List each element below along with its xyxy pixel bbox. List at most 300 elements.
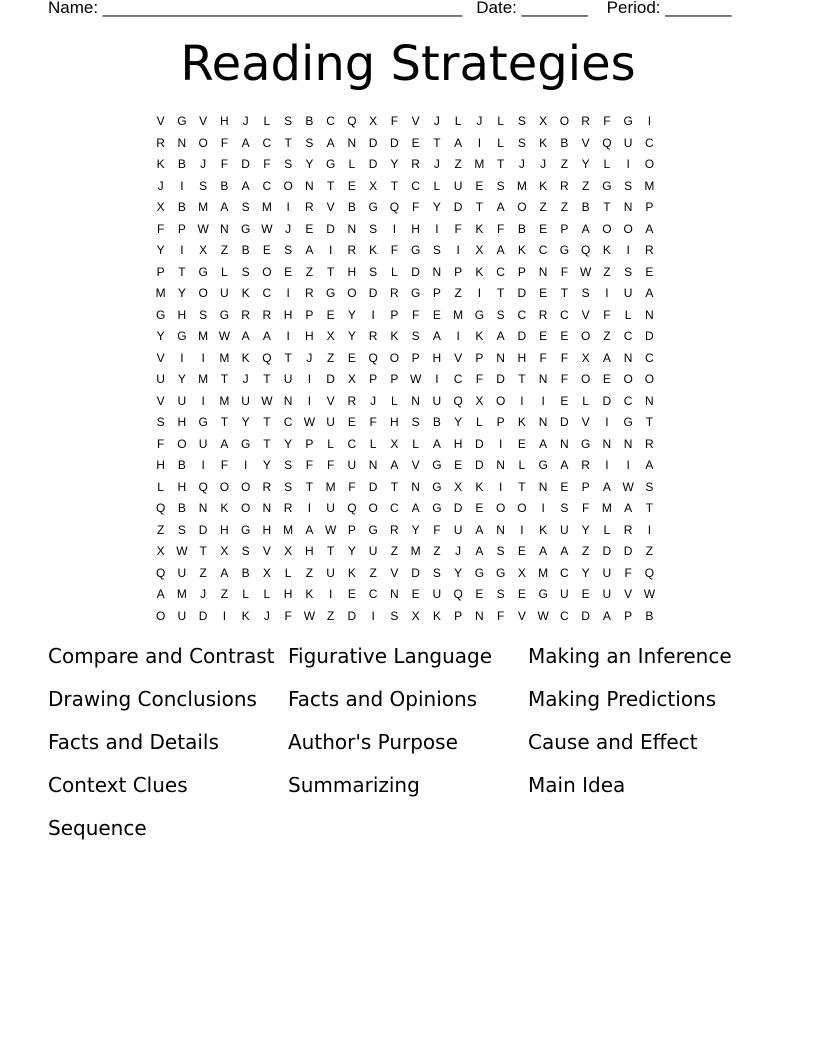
grid-row xyxy=(150,197,660,219)
grid-letter: A xyxy=(454,135,463,150)
grid-letter: V xyxy=(624,587,633,601)
grid-letter: K xyxy=(602,243,611,257)
grid-letter: I xyxy=(307,501,312,515)
grid-letter: N xyxy=(432,264,442,279)
grid-letter: E xyxy=(262,243,271,257)
grid-letter: G xyxy=(474,307,485,322)
grid-letter: F xyxy=(603,114,611,128)
grid-letter: P xyxy=(645,200,654,214)
grid-letter: Z xyxy=(433,544,441,558)
grid-letter: I xyxy=(520,522,524,537)
grid-letter: K xyxy=(517,415,526,429)
grid-letter: Q xyxy=(368,350,378,365)
grid-letter: I xyxy=(180,178,184,193)
grid-letter: Q xyxy=(155,565,166,580)
grid-letter: F xyxy=(326,458,335,472)
grid-letter: W xyxy=(324,522,337,537)
grid-letter: S xyxy=(624,178,633,193)
grid-row xyxy=(150,541,660,563)
grid-letter: L xyxy=(391,393,398,408)
grid-row xyxy=(150,563,660,585)
grid-letter: D xyxy=(347,608,357,623)
grid-row xyxy=(150,455,660,477)
grid-letter: A xyxy=(241,178,250,193)
grid-letter: K xyxy=(347,565,356,580)
grid-letter: E xyxy=(454,458,463,472)
grid-letter: H xyxy=(305,329,314,343)
grid-letter: S xyxy=(199,307,208,322)
grid-letter: G xyxy=(368,200,378,214)
grid-letter: J xyxy=(242,114,249,128)
grid-letter: K xyxy=(241,350,250,365)
grid-letter: K xyxy=(475,221,484,236)
grid-letter: A xyxy=(602,479,611,494)
grid-letter: S xyxy=(156,415,165,429)
grid-letter: O xyxy=(155,608,166,623)
grid-letter: T xyxy=(496,157,505,171)
grid-letter: S xyxy=(241,200,250,214)
grid-letter: T xyxy=(390,479,399,494)
word-list xyxy=(48,640,768,855)
grid-letter: I xyxy=(456,329,460,343)
grid-letter: U xyxy=(623,286,633,300)
grid-letter: F xyxy=(560,372,569,386)
grid-letter: N xyxy=(390,587,399,601)
grid-letter: O xyxy=(644,372,655,386)
grid-letter: L xyxy=(412,436,419,451)
grid-letter: I xyxy=(626,458,630,472)
grid-letter: H xyxy=(517,350,527,365)
grid-letter: H xyxy=(432,350,442,365)
word-list-item: Drawing Conclusions xyxy=(48,687,257,711)
grid-row xyxy=(150,111,660,133)
grid-letter: F xyxy=(411,307,420,322)
grid-letter: X xyxy=(411,608,420,623)
grid-letter: T xyxy=(560,286,569,300)
grid-letter: D xyxy=(198,522,208,537)
grid-letter: D xyxy=(475,436,484,451)
grid-letter: R xyxy=(581,458,590,472)
grid-letter: S xyxy=(496,307,505,322)
grid-letter: V xyxy=(411,458,420,472)
grid-row xyxy=(150,305,660,327)
grid-letter: M xyxy=(474,157,485,171)
grid-letter: O xyxy=(495,393,506,408)
grid-letter: Z xyxy=(305,565,314,580)
grid-letter: B xyxy=(347,200,356,214)
grid-letter: Z xyxy=(603,264,611,279)
grid-letter: F xyxy=(369,415,377,429)
grid-letter: G xyxy=(538,458,548,472)
grid-letter: Z xyxy=(581,178,590,193)
grid-letter: I xyxy=(477,135,482,150)
grid-letter: I xyxy=(605,458,609,472)
grid-letter: T xyxy=(284,350,292,365)
grid-letter: F xyxy=(624,565,632,580)
grid-letter: K xyxy=(241,286,250,300)
grid-letter: B xyxy=(560,135,569,150)
grid-letter: T xyxy=(518,479,526,494)
grid-letter: O xyxy=(517,501,527,515)
grid-letter: V xyxy=(454,350,463,365)
grid-letter: M xyxy=(261,200,272,214)
grid-letter: F xyxy=(560,350,569,365)
grid-letter: P xyxy=(369,372,378,386)
grid-letter: V xyxy=(326,393,335,408)
grid-letter: P xyxy=(390,372,399,386)
grid-letter: K xyxy=(517,243,526,257)
grid-letter: I xyxy=(222,608,227,623)
grid-letter: T xyxy=(284,135,292,150)
grid-letter: S xyxy=(284,243,293,257)
grid-letter: B xyxy=(241,243,250,257)
grid-letter: S xyxy=(432,243,441,257)
grid-letter: P xyxy=(390,307,399,322)
grid-letter: B xyxy=(517,221,526,236)
grid-letter: N xyxy=(368,458,378,472)
grid-letter: Y xyxy=(262,458,271,472)
grid-letter: Q xyxy=(602,135,612,150)
grid-letter: G xyxy=(602,178,612,193)
grid-letter: A xyxy=(645,458,654,472)
grid-letter: I xyxy=(328,587,333,601)
grid-letter: G xyxy=(198,415,208,429)
grid-letter: G xyxy=(240,522,251,537)
grid-letter: A xyxy=(220,565,229,580)
grid-letter: Y xyxy=(305,157,314,171)
grid-letter: K xyxy=(156,157,165,171)
grid-letter: Q xyxy=(198,479,208,494)
grid-letter: W xyxy=(197,221,209,236)
grid-letter: A xyxy=(539,544,548,558)
grid-letter: A xyxy=(390,458,399,472)
grid-letter: O xyxy=(389,350,400,365)
grid-letter: V xyxy=(199,114,208,128)
grid-letter: L xyxy=(476,415,483,429)
grid-letter: S xyxy=(496,544,505,558)
grid-letter: A xyxy=(496,200,505,214)
grid-letter: T xyxy=(496,286,505,300)
grid-letter: H xyxy=(411,221,420,236)
grid-letter: P xyxy=(454,264,463,279)
grid-letter: T xyxy=(518,372,526,386)
grid-letter: A xyxy=(475,544,484,558)
grid-row xyxy=(150,219,660,241)
grid-letter: Z xyxy=(220,243,229,257)
grid-letter: E xyxy=(284,264,293,279)
grid-letter: N xyxy=(645,393,654,408)
grid-letter: A xyxy=(496,329,505,343)
grid-letter: U xyxy=(602,565,612,580)
grid-letter: C xyxy=(560,565,569,580)
grid-letter: G xyxy=(474,565,485,580)
grid-letter: E xyxy=(347,415,356,429)
grid-letter: X xyxy=(326,329,335,343)
grid-letter: M xyxy=(644,178,655,193)
grid-letter: A xyxy=(581,221,590,236)
grid-letter: I xyxy=(328,243,333,257)
grid-letter: J xyxy=(518,157,525,171)
grid-letter: A xyxy=(539,436,548,451)
grid-letter: C xyxy=(262,135,272,150)
grid-letter: T xyxy=(390,178,399,193)
grid-letter: X xyxy=(369,178,378,193)
grid-letter: S xyxy=(411,415,420,429)
grid-row xyxy=(150,369,660,391)
grid-letter: R xyxy=(347,393,357,408)
grid-letter: V xyxy=(390,565,399,580)
grid-letter: W xyxy=(261,393,273,408)
grid-letter: F xyxy=(390,243,399,257)
grid-letter: L xyxy=(497,114,504,128)
grid-letter: O xyxy=(602,221,612,236)
grid-letter: V xyxy=(156,393,165,408)
grid-letter: B xyxy=(581,200,590,214)
grid-letter: U xyxy=(432,587,442,601)
grid-letter: B xyxy=(177,157,186,171)
grid-letter: G xyxy=(432,479,442,494)
grid-letter: E xyxy=(539,329,548,343)
grid-letter: F xyxy=(603,307,611,322)
grid-letter: K xyxy=(305,587,314,601)
grid-letter: J xyxy=(157,178,164,193)
grid-letter: T xyxy=(220,372,229,386)
grid-letter: F xyxy=(390,114,399,128)
grid-letter: A xyxy=(645,221,654,236)
grid-row xyxy=(150,584,660,606)
grid-letter: A xyxy=(602,350,611,365)
grid-letter: W xyxy=(537,608,549,623)
grid-letter: H xyxy=(177,479,187,494)
grid-row xyxy=(150,348,660,370)
grid-letter: T xyxy=(326,264,335,279)
grid-letter: C xyxy=(645,350,654,365)
grid-letter: M xyxy=(601,501,612,515)
grid-row xyxy=(150,176,660,198)
grid-letter: F xyxy=(496,221,505,236)
grid-letter: S xyxy=(390,608,399,623)
grid-letter: E xyxy=(560,393,569,408)
grid-letter: H xyxy=(262,522,272,537)
grid-letter: L xyxy=(518,458,526,472)
grid-letter: A xyxy=(241,329,250,343)
grid-letter: O xyxy=(347,286,357,300)
grid-letter: U xyxy=(326,565,335,580)
grid-letter: I xyxy=(286,286,290,300)
grid-letter: Z xyxy=(560,157,569,171)
grid-letter: Y xyxy=(432,200,441,214)
grid-letter: T xyxy=(603,200,611,214)
grid-row xyxy=(150,477,660,499)
grid-letter: A xyxy=(560,458,569,472)
grid-letter: K xyxy=(390,329,399,343)
grid-letter: V xyxy=(156,114,165,128)
grid-letter: M xyxy=(198,200,209,214)
grid-letter: N xyxy=(411,393,420,408)
grid-letter: N xyxy=(220,221,229,236)
grid-letter: M xyxy=(219,393,230,408)
grid-letter: V xyxy=(581,307,590,322)
grid-letter: Q xyxy=(580,243,591,257)
grid-letter: S xyxy=(496,178,505,193)
grid-letter: D xyxy=(411,565,420,580)
word-list-item: Main Idea xyxy=(528,773,626,797)
grid-letter: N xyxy=(305,178,314,193)
grid-letter: D xyxy=(453,200,463,214)
grid-letter: S xyxy=(411,329,420,343)
grid-letter: A xyxy=(624,501,633,515)
grid-letter: E xyxy=(517,436,526,451)
grid-letter: Z xyxy=(326,350,335,365)
grid-letter: Y xyxy=(581,565,590,580)
grid-letter: D xyxy=(453,501,463,515)
grid-letter: Z xyxy=(581,544,590,558)
grid-letter: P xyxy=(581,479,590,494)
grid-letter: X xyxy=(475,393,484,408)
grid-letter: H xyxy=(156,458,165,472)
grid-letter: U xyxy=(560,587,569,601)
grid-letter: J xyxy=(455,544,462,558)
grid-letter: I xyxy=(307,372,312,386)
grid-letter: X xyxy=(454,479,463,494)
grid-letter: E xyxy=(560,479,569,494)
grid-letter: T xyxy=(475,200,484,214)
grid-letter: R xyxy=(623,522,633,537)
grid-letter: Y xyxy=(581,157,590,171)
grid-letter: C xyxy=(347,436,357,451)
grid-letter: P xyxy=(411,350,420,365)
grid-letter: Z xyxy=(539,200,547,214)
grid-letter: G xyxy=(155,307,166,322)
grid-letter: X xyxy=(581,350,590,365)
grid-letter: P xyxy=(156,264,165,279)
grid-letter: L xyxy=(284,565,292,580)
grid-letter: H xyxy=(347,264,357,279)
grid-letter: I xyxy=(307,393,312,408)
grid-letter: Y xyxy=(177,286,186,300)
grid-letter: M xyxy=(453,307,464,322)
grid-letter: U xyxy=(326,415,335,429)
grid-letter: C xyxy=(368,587,378,601)
grid-letter: I xyxy=(243,458,248,472)
grid-letter: E xyxy=(475,587,484,601)
grid-letter: K xyxy=(475,329,484,343)
grid-letter: G xyxy=(177,329,187,343)
word-list-item: Facts and Opinions xyxy=(288,687,478,711)
grid-letter: C xyxy=(411,178,420,193)
grid-letter: G xyxy=(623,415,633,429)
grid-letter: D xyxy=(560,415,569,429)
grid-letter: S xyxy=(624,264,633,279)
grid-letter: C xyxy=(496,264,505,279)
grid-letter: S xyxy=(517,135,526,150)
grid-letter: J xyxy=(306,350,313,365)
grid-letter: E xyxy=(432,307,441,322)
grid-letter: Q xyxy=(453,393,463,408)
grid-letter: C xyxy=(645,135,654,150)
grid-letter: N xyxy=(623,200,633,214)
grid-letter: Q xyxy=(262,350,272,365)
grid-letter: N xyxy=(198,501,208,515)
grid-letter: P xyxy=(347,522,356,537)
grid-letter: N xyxy=(347,135,357,150)
grid-letter: H xyxy=(283,307,293,322)
grid-letter: C xyxy=(262,178,272,193)
grid-letter: R xyxy=(645,436,654,451)
grid-letter: Q xyxy=(644,565,655,580)
grid-letter: Q xyxy=(453,587,463,601)
grid-letter: D xyxy=(645,329,654,343)
grid-letter: B xyxy=(220,178,229,193)
grid-letter: O xyxy=(198,286,208,300)
grid-letter: R xyxy=(347,243,357,257)
grid-letter: T xyxy=(263,372,271,386)
grid-letter: Y xyxy=(241,415,250,429)
grid-letter: D xyxy=(368,479,378,494)
grid-letter: Z xyxy=(390,544,399,558)
grid-letter: G xyxy=(580,436,591,451)
grid-letter: T xyxy=(263,415,271,429)
grid-letter: A xyxy=(305,243,314,257)
grid-letter: K xyxy=(475,264,484,279)
grid-letter: S xyxy=(284,114,293,128)
grid-letter: F xyxy=(156,221,165,236)
grid-letter: F xyxy=(220,157,229,171)
grid-letter: T xyxy=(326,544,335,558)
grid-letter: P xyxy=(305,436,314,451)
grid-letter: H xyxy=(283,587,293,601)
grid-letter: X xyxy=(347,372,356,386)
grid-letter: U xyxy=(198,436,208,451)
grid-letter: S xyxy=(369,221,378,236)
grid-letter: D xyxy=(411,264,420,279)
grid-letter: I xyxy=(286,329,290,343)
grid-letter: D xyxy=(326,221,335,236)
grid-letter: R xyxy=(305,286,314,300)
grid-letter: O xyxy=(198,135,208,150)
grid-letter: S xyxy=(560,501,569,515)
grid-row xyxy=(150,498,660,520)
grid-letter: O xyxy=(623,221,633,236)
grid-letter: J xyxy=(242,372,249,386)
grid-letter: E xyxy=(602,372,611,386)
grid-letter: F xyxy=(496,608,505,623)
grid-letter: S xyxy=(284,458,293,472)
grid-letter: E xyxy=(347,587,356,601)
grid-letter: E xyxy=(539,221,548,236)
grid-letter: A xyxy=(432,329,441,343)
grid-letter: T xyxy=(178,264,186,279)
grid-letter: E xyxy=(560,329,569,343)
grid-letter: R xyxy=(262,307,272,322)
grid-letter: K xyxy=(539,135,548,150)
grid-letter: H xyxy=(220,522,229,537)
grid-row xyxy=(150,326,660,348)
grid-letter: C xyxy=(623,329,633,343)
grid-letter: I xyxy=(647,114,652,128)
grid-letter: M xyxy=(176,587,187,601)
grid-letter: G xyxy=(198,264,208,279)
grid-letter: I xyxy=(605,286,609,300)
grid-letter: M xyxy=(538,565,549,580)
grid-letter: Q xyxy=(347,114,357,128)
grid-letter: F xyxy=(539,350,547,365)
grid-letter: R xyxy=(241,307,250,322)
grid-letter: G xyxy=(368,522,378,537)
grid-letter: F xyxy=(263,157,271,171)
grid-letter: O xyxy=(559,114,570,128)
grid-letter: A xyxy=(326,135,335,150)
